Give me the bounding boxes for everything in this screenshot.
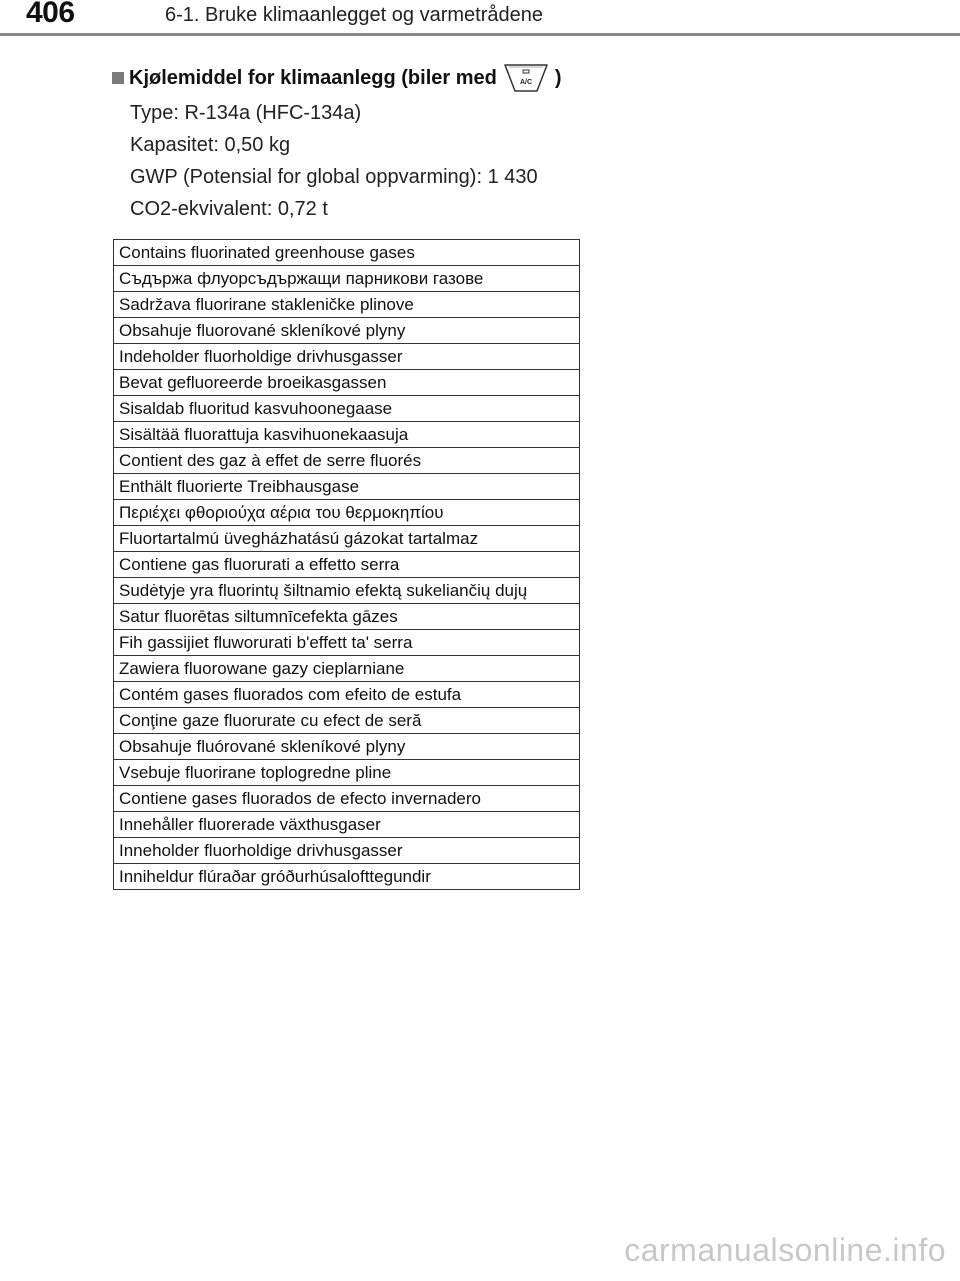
table-cell: Innehåller fluorerade växthusgaser: [114, 812, 580, 838]
watermark[interactable]: carmanualsonline.info: [624, 1232, 946, 1268]
table-cell: Inneholder fluorholdige drivhusgasser: [114, 838, 580, 864]
table-cell: Sisältää fluorattuja kasvihuonekaasuja: [114, 422, 580, 448]
spec-gwp: GWP (Potensial for global oppvarming): 1 430: [130, 166, 538, 188]
table-row: [114, 474, 580, 500]
table-row: [114, 578, 580, 604]
table-row: [114, 682, 580, 708]
spec-type: Type: R-134a (HFC-134a): [130, 102, 362, 124]
table-cell: Indeholder fluorholdige drivhusgasser: [114, 344, 580, 370]
table-cell: Fluortartalmú üvegházhatású gázokat tartalmaz: [114, 526, 580, 552]
table-row: [114, 552, 580, 578]
table-cell: Contiene gases fluorados de efecto invernadero: [114, 786, 580, 812]
table-row: [114, 864, 580, 890]
table-cell: Съдържа флуорсъдържащи парникови газове: [114, 266, 580, 292]
table-row: [114, 422, 580, 448]
table-row: [114, 344, 580, 370]
chapter-title: 6-1. Bruke klimaanlegget og varmetrådene: [165, 4, 543, 26]
page-number: 406: [26, 0, 75, 29]
table-row: [114, 292, 580, 318]
table-row: [114, 838, 580, 864]
ac-button-icon: [503, 63, 549, 93]
table-row: [114, 266, 580, 292]
refrigerant-specs: [130, 97, 538, 225]
table-row: [114, 812, 580, 838]
table-cell: Obsahuje fluórované skleníkové plyny: [114, 734, 580, 760]
table-row: [114, 500, 580, 526]
table-cell: Zawiera fluorowane gazy cieplarniane: [114, 656, 580, 682]
table-row: [114, 370, 580, 396]
table-cell: Enthält fluorierte Treibhausgase: [114, 474, 580, 500]
table-cell: Contient des gaz à effet de serre fluorés: [114, 448, 580, 474]
ac-icon-label: A/C: [519, 79, 532, 86]
section-heading-close: ): [554, 66, 562, 89]
spec-capacity: Kapasitet: 0,50 kg: [130, 134, 291, 156]
table-cell: Inniheldur flúraðar gróðurhúsalofttegundir: [114, 864, 580, 890]
table-row: [114, 734, 580, 760]
table-cell: Contiene gas fluorurati a effetto serra: [114, 552, 580, 578]
table-row: [114, 708, 580, 734]
table-row: [114, 318, 580, 344]
table-row: [114, 448, 580, 474]
table-cell: Obsahuje fluorované skleníkové plyny: [114, 318, 580, 344]
fluorinated-gas-table: [113, 239, 580, 890]
table-cell: Vsebuje fluorirane toplogredne pline: [114, 760, 580, 786]
table-row: [114, 630, 580, 656]
table-cell: Contém gases fluorados com efeito de estufa: [114, 682, 580, 708]
section-heading-text: Kjølemiddel for klimaanlegg (biler med: [129, 66, 497, 89]
header-divider: [0, 33, 960, 36]
spec-co2-equivalent: CO2-ekvivalent: 0,72 t: [130, 198, 328, 220]
table-row: [114, 526, 580, 552]
page-header: [0, 0, 960, 36]
table-row: [114, 604, 580, 630]
table-cell: Sadržava fluorirane stakleničke plinove: [114, 292, 580, 318]
table-row: [114, 786, 580, 812]
section-heading: [112, 63, 562, 93]
table-cell: Sisaldab fluoritud kasvuhoonegaase: [114, 396, 580, 422]
table-cell: Conţine gaze fluorurate cu efect de seră: [114, 708, 580, 734]
table-cell: Sudėtyje yra fluorintų šiltnamio efektą sukeliančių dujų: [114, 578, 580, 604]
table-cell: Περιέχει φθοριούχα αέρια του θερμοκηπίου: [114, 500, 580, 526]
table-cell: Fih gassijiet fluworurati b'effett ta' serra: [114, 630, 580, 656]
table-cell: Bevat gefluoreerde broeikasgassen: [114, 370, 580, 396]
table-cell: Contains fluorinated greenhouse gases: [114, 240, 580, 266]
table-row: [114, 760, 580, 786]
bullet-square-icon: [112, 72, 124, 84]
table-row: [114, 656, 580, 682]
table-cell: Satur fluorētas siltumnīcefekta gāzes: [114, 604, 580, 630]
table-row: [114, 240, 580, 266]
table-row: [114, 396, 580, 422]
